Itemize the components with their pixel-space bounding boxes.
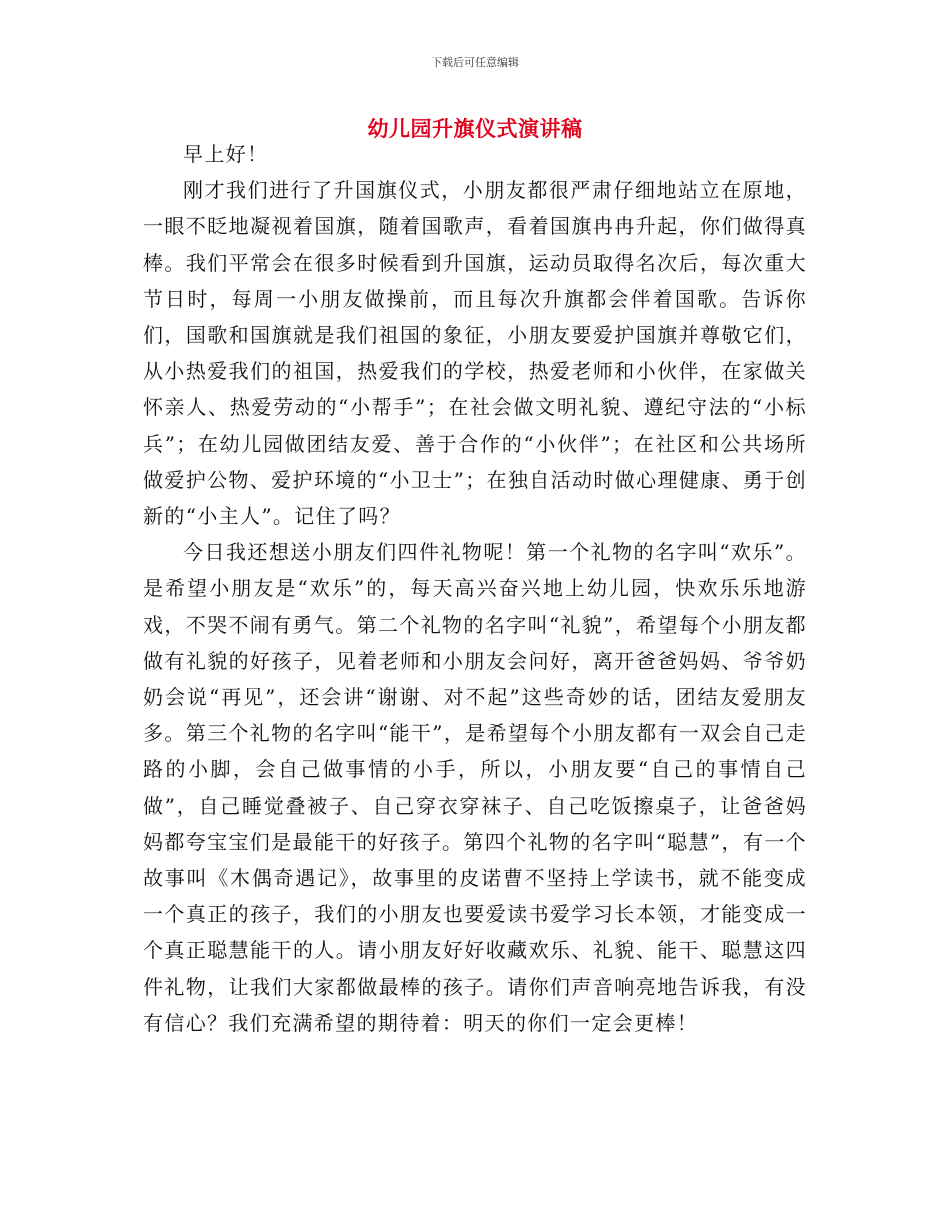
document-body — [143, 136, 807, 1041]
paragraph-four-gifts: 今日我还想送小朋友们四件礼物呢！第一个礼物的名字叫“欢乐”。是希望小朋友是“欢乐”的，每天高兴奋兴地上幼儿园，快欢乐乐地游戏，不哭不闹有勇气。第二个礼物的名字叫“礼貌”，希望每个小朋友都做有礼貌的好孩子，见着老师和小朋友会问好，离开爸爸妈妈、爷爷奶奶会说“再见”，还会讲“谢谢、对不起”这些奇妙的话，团结友爱朋友多。第三个礼物的名字叫“能干”，是希望每个小朋友都有一双会自己走路的小脚，会自己做事情的小手，所以，小朋友要“自己的事情自己做”，自己睡觉叠被子、自己穿衣穿袜子、自己吃饭擦桌子，让爸爸妈妈都夸宝宝们是最能干的好孩子。第四个礼物的名字叫“聪慧”，有一个故事叫《木偶奇遇记》，故事里的皮诺曹不坚持上学读书，就不能变成一个真正的孩子，我们的小朋友也要爱读书爱学习长本领，才能变成一个真正聪慧能干的人。请小朋友好好收藏欢乐、礼貌、能干、聪慧这四件礼物，让我们大家都做最棒的孩子。请你们声音响亮地告诉我，有没有信心？我们充满希望的期待着：明天的你们一定会更棒！ — [143, 540, 807, 1035]
paragraph-greeting: 早上好！ — [183, 142, 269, 166]
header-note: 下载后可任意编辑 — [431, 56, 519, 69]
document-title: 幼儿园升旗仪式演讲稿 — [367, 117, 583, 141]
paragraph-flag-ceremony: 刚才我们进行了升国旗仪式，小朋友都很严肃仔细地站立在原地，一眼不眨地凝视着国旗，随着国歌声，看着国旗冉冉升起，你们做得真棒。我们平常会在很多时候看到升国旗，运动员取得名次后，每次重大节日时，每周一小朋友做操前，而且每次升旗都会伴着国歌。告诉你们，国歌和国旗就是我们祖国的象征，小朋友要爱护国旗并尊敬它们，从小热爱我们的祖国，热爱我们的学校，热爱老师和小伙伴，在家做关怀亲人、热爱劳动的“小帮手”；在社会做文明礼貌、遵纪守法的“小标兵”；在幼儿园做团结友爱、善于合作的“小伙伴”；在社区和公共场所做爱护公物、爱护环境的“小卫士”；在独自活动时做心理健康、勇于创新的“小主人”。记住了吗？ — [143, 178, 807, 529]
